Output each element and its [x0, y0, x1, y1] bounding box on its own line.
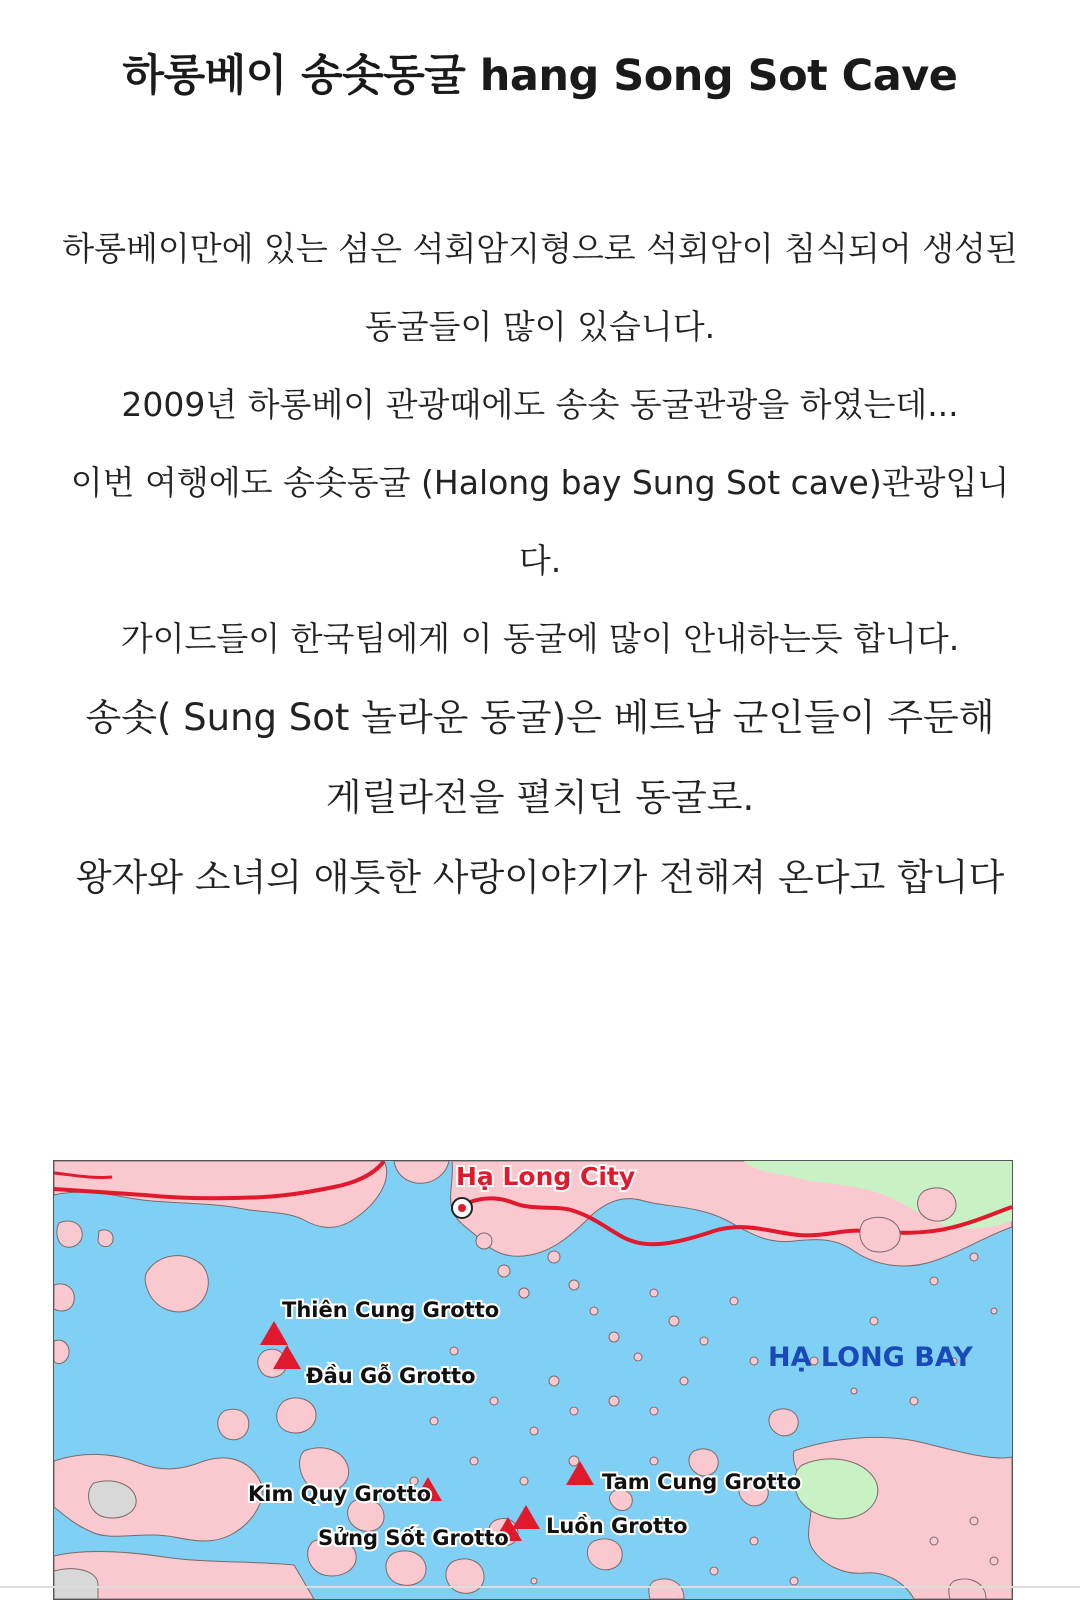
paragraph-sung-sot-history: 송솟( Sung Sot 놀라운 동굴)은 베트남 군인들이 주둔해 게릴라전을 펼치던 동굴로.	[85, 696, 995, 819]
map-island	[98, 1230, 113, 1247]
bay-label: HẠ LONG BAY	[768, 1342, 973, 1373]
map-island	[386, 1551, 426, 1585]
map-island	[860, 1217, 900, 1252]
paragraph-intro: 하롱베이만에 있는 섬은 석회암지형으로 석회암이 침식되어 생성된 동굴들이 많이 있습니다.	[62, 229, 1018, 346]
map-island	[277, 1398, 316, 1433]
grotto-label-dau-go: Đầu Gỗ Grotto	[306, 1364, 476, 1388]
grotto-label-thien-cung: Thiên Cung Grotto	[282, 1298, 500, 1322]
map-island	[587, 1539, 622, 1570]
map-island	[918, 1188, 956, 1221]
halong-city-marker	[452, 1198, 472, 1218]
page-title: 하롱베이 송솟동굴 hang Song Sot Cave	[122, 51, 958, 101]
grotto-label-luon: Luồn Grotto	[546, 1514, 688, 1538]
paragraph-legend: 왕자와 소녀의 애틋한 사랑이야기가 전해져 온다고 합니다	[75, 856, 1005, 899]
halong-bay-map[interactable]	[53, 1160, 1013, 1600]
map-island	[218, 1409, 249, 1440]
grotto-label-tam-cung: Tam Cung Grotto	[602, 1470, 802, 1494]
grotto-label-sung-sot: Sửng Sốt Grotto	[318, 1526, 509, 1550]
grotto-label-kim-quy: Kim Quy Grotto	[248, 1482, 431, 1506]
paragraph-2009-visit: 2009년 하롱베이 관광때에도 송솟 동굴관광을 하였는데...	[121, 385, 959, 424]
map-island-grey	[54, 1569, 98, 1599]
map-island	[57, 1221, 82, 1247]
paragraph-this-trip: 이번 여행에도 송솟동굴 (Halong bay Sung Sot cave)관광입니다.	[70, 463, 1010, 580]
article-body	[62, 210, 1018, 918]
map-island	[446, 1559, 484, 1593]
bottom-divider	[0, 1586, 1080, 1588]
paragraph-guides: 가이드들이 한국팀에게 이 동굴에 많이 안내하는듯 합니다.	[120, 619, 960, 658]
city-label: Hạ Long City	[456, 1162, 636, 1191]
